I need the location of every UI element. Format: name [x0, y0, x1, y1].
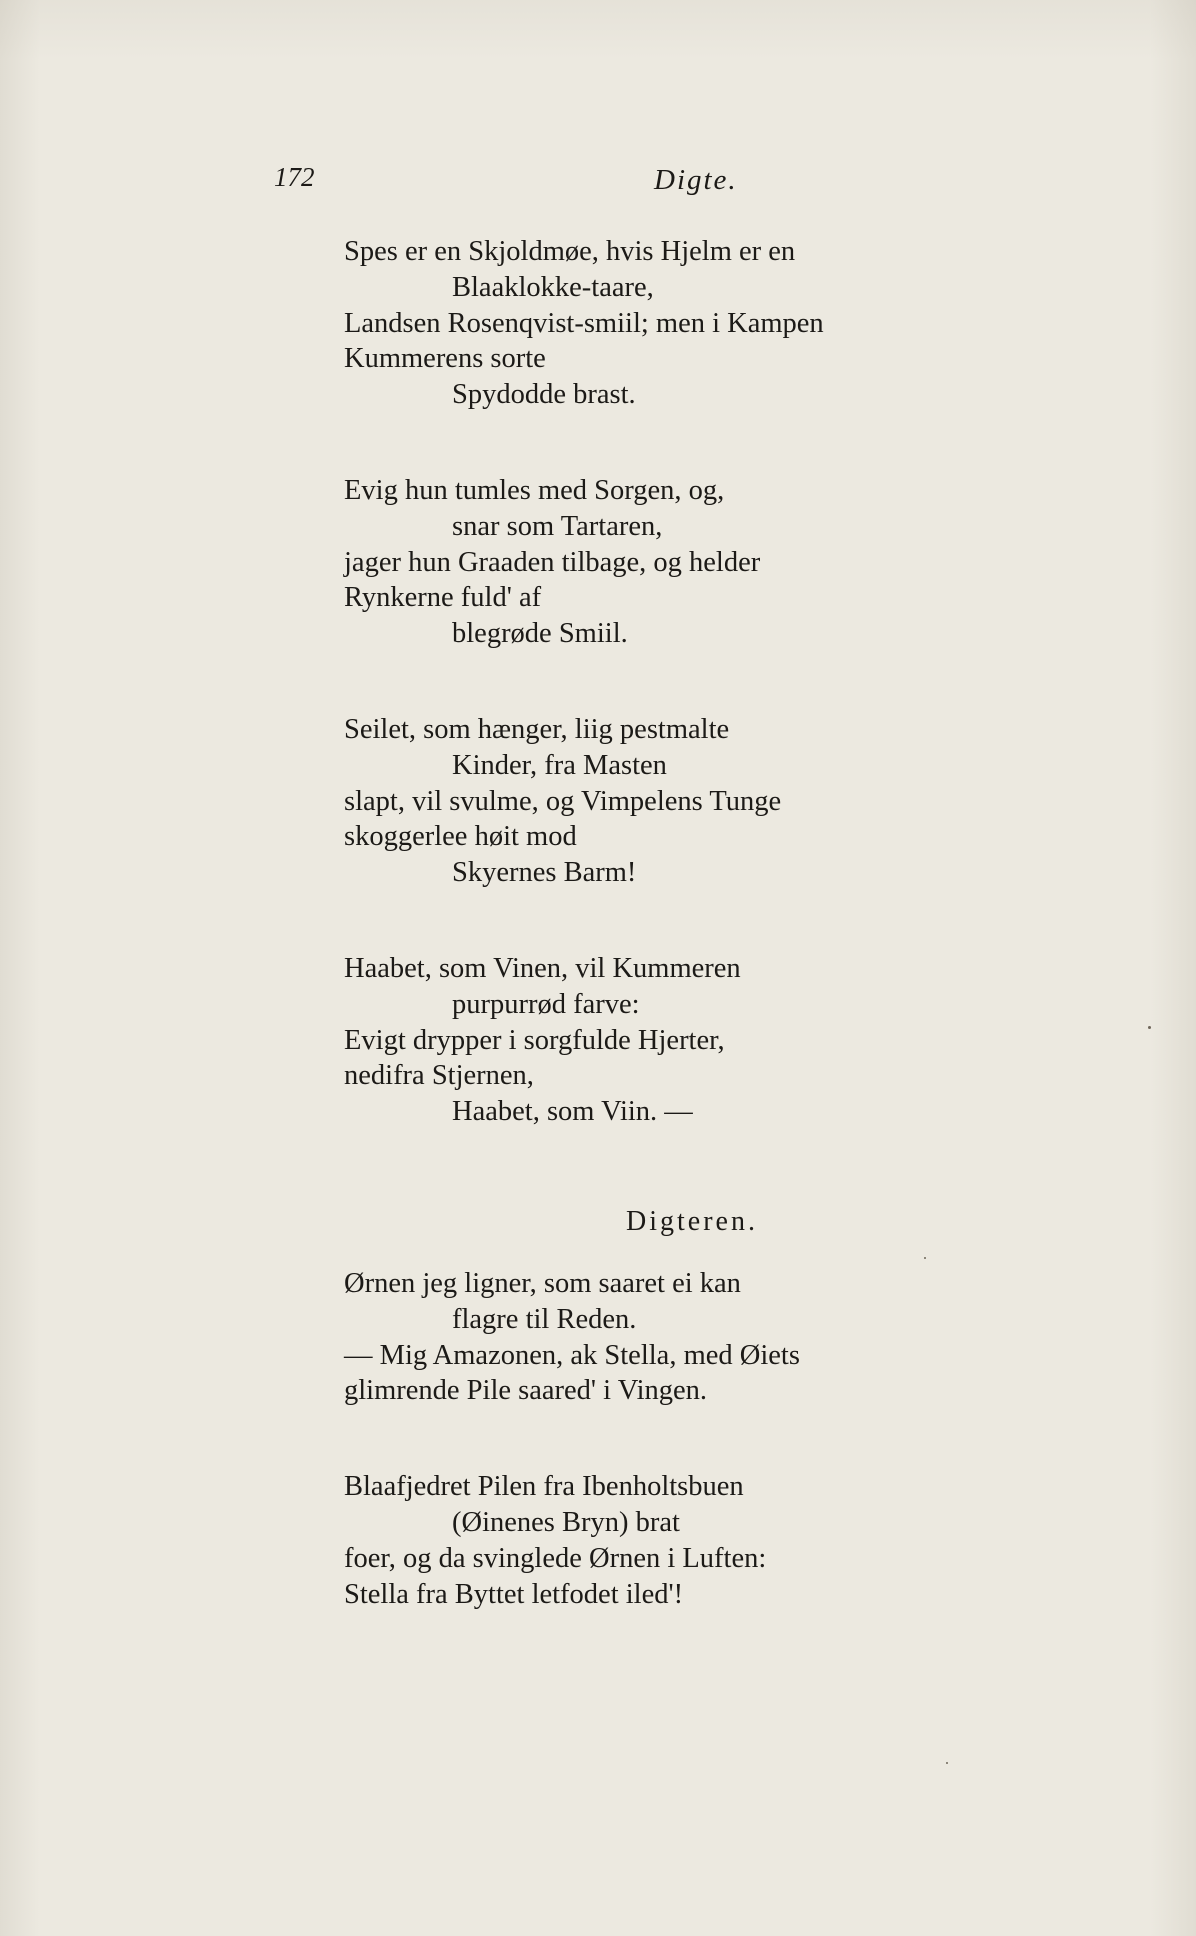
verse-line: Skyernes Barm!: [452, 857, 637, 889]
poem-text: [344, 234, 964, 1612]
verse-line: flagre til Reden.: [452, 1303, 637, 1335]
verse-line: Ørnen jeg ligner, som saaret ei kan: [344, 1267, 741, 1299]
verse-line: slapt, vil svulme, og Vimpelens Tunge: [344, 785, 782, 817]
stanza-spacer: [344, 413, 964, 473]
page-number: 172: [274, 162, 315, 192]
paper-speck: [946, 1762, 948, 1764]
verse-line: Landsen Rosenqvist-smiil; men i Kampen: [344, 307, 824, 339]
stanza: [344, 473, 964, 652]
verse-line: Kummerens sorte: [344, 343, 546, 375]
stanza: [344, 234, 964, 413]
running-head: [274, 162, 894, 202]
verse-line: nedifra Stjernen,: [344, 1060, 534, 1092]
verse-line: (Øinenes Bryn) brat: [452, 1506, 680, 1538]
paper-speck: [1148, 1026, 1151, 1029]
stanza: [344, 712, 964, 891]
verse-line: snar som Tartaren,: [452, 510, 663, 542]
verse-line: Rynkerne fuld' af: [344, 582, 542, 614]
stanza: [344, 951, 964, 1130]
verse-line: glimrende Pile saared' i Vingen.: [344, 1375, 708, 1407]
verse-line: Haabet, som Viin. —: [452, 1096, 693, 1128]
verse-line: foer, og da svinglede Ørnen i Luften:: [344, 1542, 767, 1574]
verse-line: Spes er en Skjoldmøe, hvis Hjelm er en: [344, 236, 796, 267]
verse-line: Spydodde brast.: [452, 379, 636, 411]
verse-line: Haabet, som Vinen, vil Kummeren: [344, 952, 741, 984]
verse-line: Kinder, fra Masten: [452, 749, 667, 781]
verse-line: Evigt drypper i sorgfulde Hjerter,: [344, 1024, 725, 1056]
poem-part-2: [344, 1266, 964, 1612]
running-title: Digte.: [654, 164, 738, 196]
paper-speck: [924, 1257, 926, 1259]
verse-line: Stella fra Byttet letfodet iled'!: [344, 1578, 684, 1610]
verse-line: skoggerlee høit mod: [344, 821, 577, 853]
verse-line: Evig hun tumles med Sorgen, og,: [344, 474, 725, 506]
verse-line: purpurrød farve:: [452, 988, 640, 1020]
stanza-spacer: [344, 1409, 964, 1469]
verse-line: jager hun Graaden tilbage, og helder: [344, 546, 761, 578]
verse-line: Blaafjedret Pilen fra Ibenholtsbuen: [344, 1471, 744, 1503]
verse-line: blegrøde Smiil.: [452, 618, 628, 650]
stanza-spacer: [344, 652, 964, 712]
stanza: [344, 1266, 964, 1409]
poem-part-1: [344, 234, 964, 1130]
verse-line: — Mig Amazonen, ak Stella, med Øiets: [344, 1339, 800, 1371]
section-spacer: [344, 1130, 964, 1204]
stanza-spacer: [344, 891, 964, 951]
verse-line: Seilet, som hænger, liig pestmalte: [344, 713, 730, 745]
verse-line: Blaaklokke-taare,: [452, 271, 654, 303]
section-title: Digteren.: [626, 1205, 758, 1237]
stanza: [344, 1469, 964, 1612]
